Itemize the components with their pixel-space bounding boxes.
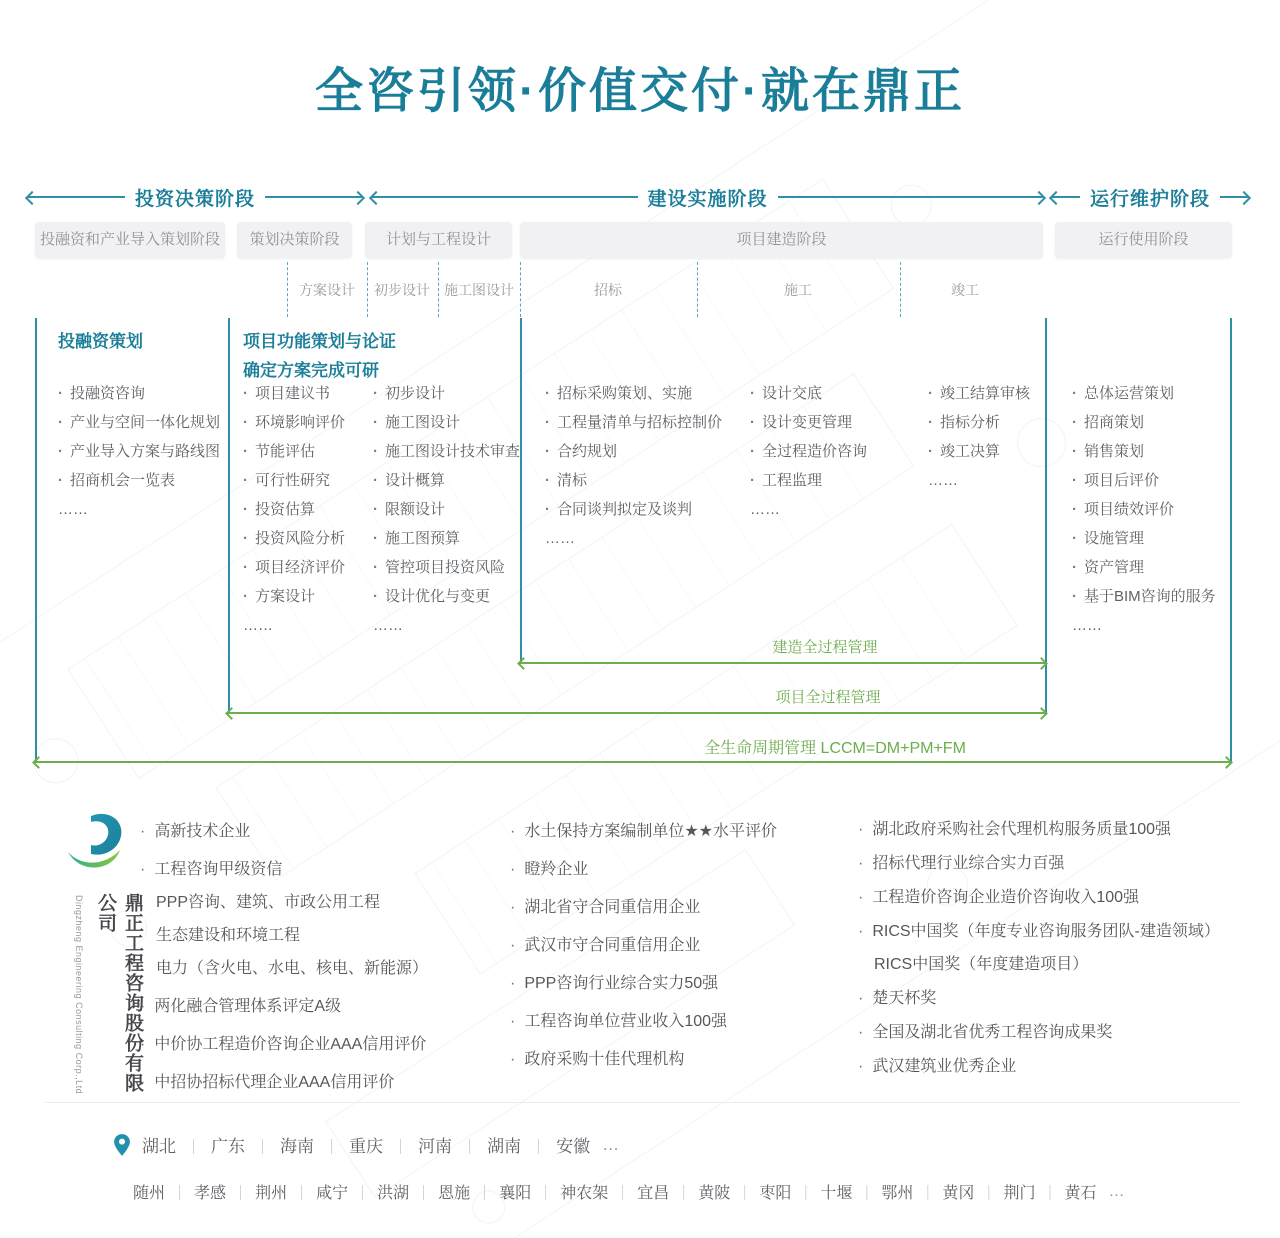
province-item: ｜ 安徽 — [521, 1137, 590, 1156]
service-item: · 项目经济评价 — [243, 559, 383, 577]
province-item: 湖北 — [142, 1137, 176, 1156]
substage-label: 初步设计 — [374, 282, 430, 298]
company-name-vertical: 鼎正工程咨询股份有限公司 — [95, 893, 143, 1093]
service-item: · 方案设计 — [243, 588, 383, 606]
arrow-line-right — [265, 196, 362, 198]
service-item: · 施工图设计技术审查 — [373, 443, 533, 461]
service-item: · 产业导入方案与路线图 — [58, 443, 236, 461]
service-item: · 基于BIM咨询的服务 — [1072, 588, 1242, 606]
company-logo-icon — [58, 810, 132, 886]
service-item: · 施工图设计 — [373, 414, 533, 432]
phase-label: 运行维护阶段 — [1090, 188, 1211, 210]
credential-column-1 — [140, 822, 490, 1111]
province-item: ｜ 海南 — [245, 1137, 314, 1156]
city-item: ｜ 黄石 — [1035, 1185, 1096, 1202]
credential-sub-line: 生态建设和环境工程 — [156, 927, 301, 944]
service-item: · 清标 — [545, 472, 765, 490]
credential-item: · 两化融合管理体系评定A级 — [140, 997, 490, 1017]
service-item: · 项目后评价 — [1072, 472, 1242, 490]
service-item: · 竣工结算审核 — [928, 385, 1068, 403]
page-title: 全咨引领·价值交付·就在鼎正 — [315, 65, 965, 118]
credential-item: · PPP咨询行业综合实力50强 — [510, 974, 840, 994]
service-item: · 投融资咨询 — [58, 385, 236, 403]
arrow-line-left — [372, 196, 638, 198]
stage-box-financing: 投融资和产业导入策划阶段 — [35, 222, 225, 258]
credential-item: · 湖北政府采购社会代理机构服务质量100强 — [858, 820, 1258, 840]
credential-item: · 招标代理行业综合实力百强 — [858, 854, 1258, 874]
service-item: · 施工图预算 — [373, 530, 533, 548]
stage-box-operation: 运行使用阶段 — [1055, 222, 1232, 258]
credential-item: · 湖北省守合同重信用企业 — [510, 898, 840, 918]
arrow-line-right — [1220, 196, 1248, 198]
credential-item: · 政府采购十佳代理机构 — [510, 1050, 840, 1070]
column-header-line1: 项目功能策划与论证 — [243, 332, 396, 351]
city-item: ｜ 荆门 — [974, 1185, 1035, 1202]
column-header-financing: 投融资策划 — [58, 332, 143, 351]
city-row — [133, 1180, 1126, 1203]
service-item: …… — [1072, 617, 1102, 634]
substage-divider — [287, 262, 288, 317]
service-item: · 初步设计 — [373, 385, 533, 403]
service-item: · 项目绩效评价 — [1072, 501, 1242, 519]
management-line-label: 全生命周期管理 LCCM=DM+PM+FM — [704, 740, 966, 757]
substage-divider — [367, 262, 368, 317]
service-item: · 合同谈判拟定及谈判 — [545, 501, 765, 519]
city-item: ｜ 神农架 — [531, 1185, 608, 1202]
credential-item: · 瞪羚企业 — [510, 860, 840, 880]
service-item: …… — [373, 617, 403, 634]
province-list — [142, 1132, 590, 1157]
credential-item: · 楚天杯奖 — [858, 989, 1258, 1009]
service-item: · 环境影响评价 — [243, 414, 383, 432]
phase-arrow-construction — [372, 186, 1043, 208]
phase-label: 建设实施阶段 — [647, 188, 768, 210]
service-item: …… — [58, 501, 88, 518]
section-divider — [45, 1102, 1240, 1103]
credential-item: · 全国及湖北省优秀工程咨询成果奖 — [858, 1023, 1258, 1043]
city-item: ｜ 黄陂 — [669, 1185, 730, 1202]
credential-item: · 水土保持方案编制单位★★水平评价 — [510, 822, 840, 842]
credential-item: · RICS中国奖（年度专业咨询服务团队-建造领域） RICS中国奖（年度建造项目） — [858, 922, 1258, 975]
service-item: · 管控项目投资风险 — [373, 559, 533, 577]
credential-sub-line: PPP咨询、建筑、市政公用工程 — [156, 894, 381, 911]
arrow-line-right — [778, 196, 1044, 198]
service-item: · 总体运营策划 — [1072, 385, 1242, 403]
service-item: …… — [750, 501, 780, 518]
service-item: · 投资风险分析 — [243, 530, 383, 548]
management-line-label: 建造全过程管理 — [772, 639, 878, 656]
credential-item: · 工程咨询甲级资信 PPP咨询、建筑、市政公用工程 生态建设和环境工程 电力（含火电、水电、核电、新能源） — [140, 860, 490, 979]
service-item: …… — [545, 530, 575, 547]
stage-box-construction: 项目建造阶段 — [520, 222, 1043, 258]
service-item: · 指标分析 — [928, 414, 1068, 432]
arrow-line-left — [28, 196, 125, 198]
credential-item: · 工程造价咨询企业造价咨询收入100强 — [858, 888, 1258, 908]
substage-label: 招标 — [594, 282, 622, 298]
service-item: …… — [243, 617, 273, 634]
column-rail — [35, 318, 37, 763]
management-line-lifecycle — [35, 761, 1230, 763]
company-name-en: Dingzheng Engineering Consulting Corp.,Ltd — [74, 895, 84, 1095]
service-item: · 项目建议书 — [243, 385, 383, 403]
service-item: …… — [928, 472, 958, 489]
column-header-line2: 确定方案完成可研 — [243, 361, 379, 380]
service-column-design — [373, 385, 533, 646]
substage-label: 竣工 — [951, 282, 979, 298]
more-ellipsis: … — [1108, 1182, 1127, 1200]
phase-label: 投资决策阶段 — [135, 188, 256, 210]
service-item: · 投资估算 — [243, 501, 383, 519]
service-item: · 全过程造价咨询 — [750, 443, 915, 461]
stage-box-planning: 策划决策阶段 — [237, 222, 352, 258]
service-item: · 销售策划 — [1072, 443, 1242, 461]
phase-arrow-investment — [28, 186, 362, 208]
management-line-project — [228, 712, 1045, 714]
substage-divider — [520, 262, 521, 317]
credential-column-2 — [510, 822, 840, 1088]
service-item: · 竣工决算 — [928, 443, 1068, 461]
substage-divider — [697, 262, 698, 317]
substage-label: 方案设计 — [299, 282, 355, 298]
service-column-planning — [243, 385, 383, 646]
service-item: · 设计概算 — [373, 472, 533, 490]
city-item: ｜ 洪湖 — [348, 1185, 409, 1202]
service-item: · 招商策划 — [1072, 414, 1242, 432]
city-item: ｜ 恩施 — [409, 1185, 470, 1202]
credential-item: · 武汉建筑业优秀企业 — [858, 1057, 1258, 1077]
service-item: · 合约规划 — [545, 443, 765, 461]
service-column-completion — [928, 385, 1068, 501]
substage-divider — [438, 262, 439, 317]
city-item: ｜ 十堰 — [791, 1185, 852, 1202]
city-item: ｜ 鄂州 — [852, 1185, 913, 1202]
credential-item: · 武汉市守合同重信用企业 — [510, 936, 840, 956]
management-line-construction — [520, 662, 1045, 664]
service-item: · 设计变更管理 — [750, 414, 915, 432]
province-item: ｜ 广东 — [176, 1137, 245, 1156]
service-item: · 产业与空间一体化规划 — [58, 414, 236, 432]
service-item: · 招标采购策划、实施 — [545, 385, 765, 403]
substage-label: 施工图设计 — [444, 282, 514, 298]
column-header-feasibility — [243, 327, 396, 385]
credential-item: · 工程咨询单位营业收入100强 — [510, 1012, 840, 1032]
city-item: ｜ 荆州 — [226, 1185, 287, 1202]
service-column-bidding — [545, 385, 765, 559]
substage-divider — [900, 262, 901, 317]
city-item: ｜ 孝感 — [165, 1185, 226, 1202]
service-column-operation — [1072, 385, 1242, 646]
management-line-label: 项目全过程管理 — [775, 689, 881, 706]
service-item: · 招商机会一览表 — [58, 472, 236, 490]
service-column-construction — [750, 385, 915, 530]
phase-arrow-operation — [1052, 186, 1248, 208]
city-item: 随州 — [133, 1185, 166, 1202]
service-item: · 工程量清单与招标控制价 — [545, 414, 765, 432]
city-list — [133, 1180, 1096, 1203]
service-item: · 设计交底 — [750, 385, 915, 403]
city-item: ｜ 宜昌 — [608, 1185, 669, 1202]
province-item: ｜ 河南 — [383, 1137, 452, 1156]
more-ellipsis: … — [602, 1134, 622, 1154]
credential-column-3 — [858, 820, 1258, 1091]
service-item: · 设计优化与变更 — [373, 588, 533, 606]
city-item: ｜ 黄冈 — [913, 1185, 974, 1202]
stage-box-design: 计划与工程设计 — [365, 222, 512, 258]
location-pin-icon — [112, 1133, 132, 1157]
province-row — [112, 1132, 621, 1157]
service-item: · 限额设计 — [373, 501, 533, 519]
service-item: · 设施管理 — [1072, 530, 1242, 548]
service-item: · 节能评估 — [243, 443, 383, 461]
service-item: · 可行性研究 — [243, 472, 383, 490]
service-column-financing — [58, 385, 236, 530]
credential-item: · 高新技术企业 — [140, 822, 490, 842]
service-item: · 工程监理 — [750, 472, 915, 490]
credential-item: · 中招协招标代理企业AAA信用评价 — [140, 1073, 490, 1093]
service-item: · 资产管理 — [1072, 559, 1242, 577]
credential-item: · 中价协工程造价咨询企业AAA信用评价 — [140, 1035, 490, 1055]
arrow-line-left — [1052, 196, 1080, 198]
city-item: ｜ 咸宁 — [287, 1185, 348, 1202]
column-rail — [1045, 318, 1047, 714]
city-item: ｜ 襄阳 — [470, 1185, 531, 1202]
substage-label: 施工 — [784, 282, 812, 298]
province-item: ｜ 重庆 — [314, 1137, 383, 1156]
credential-sub-line: RICS中国奖（年度建造项目） — [874, 956, 1089, 973]
city-item: ｜ 枣阳 — [730, 1185, 791, 1202]
credential-sub-line: 电力（含火电、水电、核电、新能源） — [156, 960, 429, 977]
province-item: ｜ 湖南 — [452, 1137, 521, 1156]
